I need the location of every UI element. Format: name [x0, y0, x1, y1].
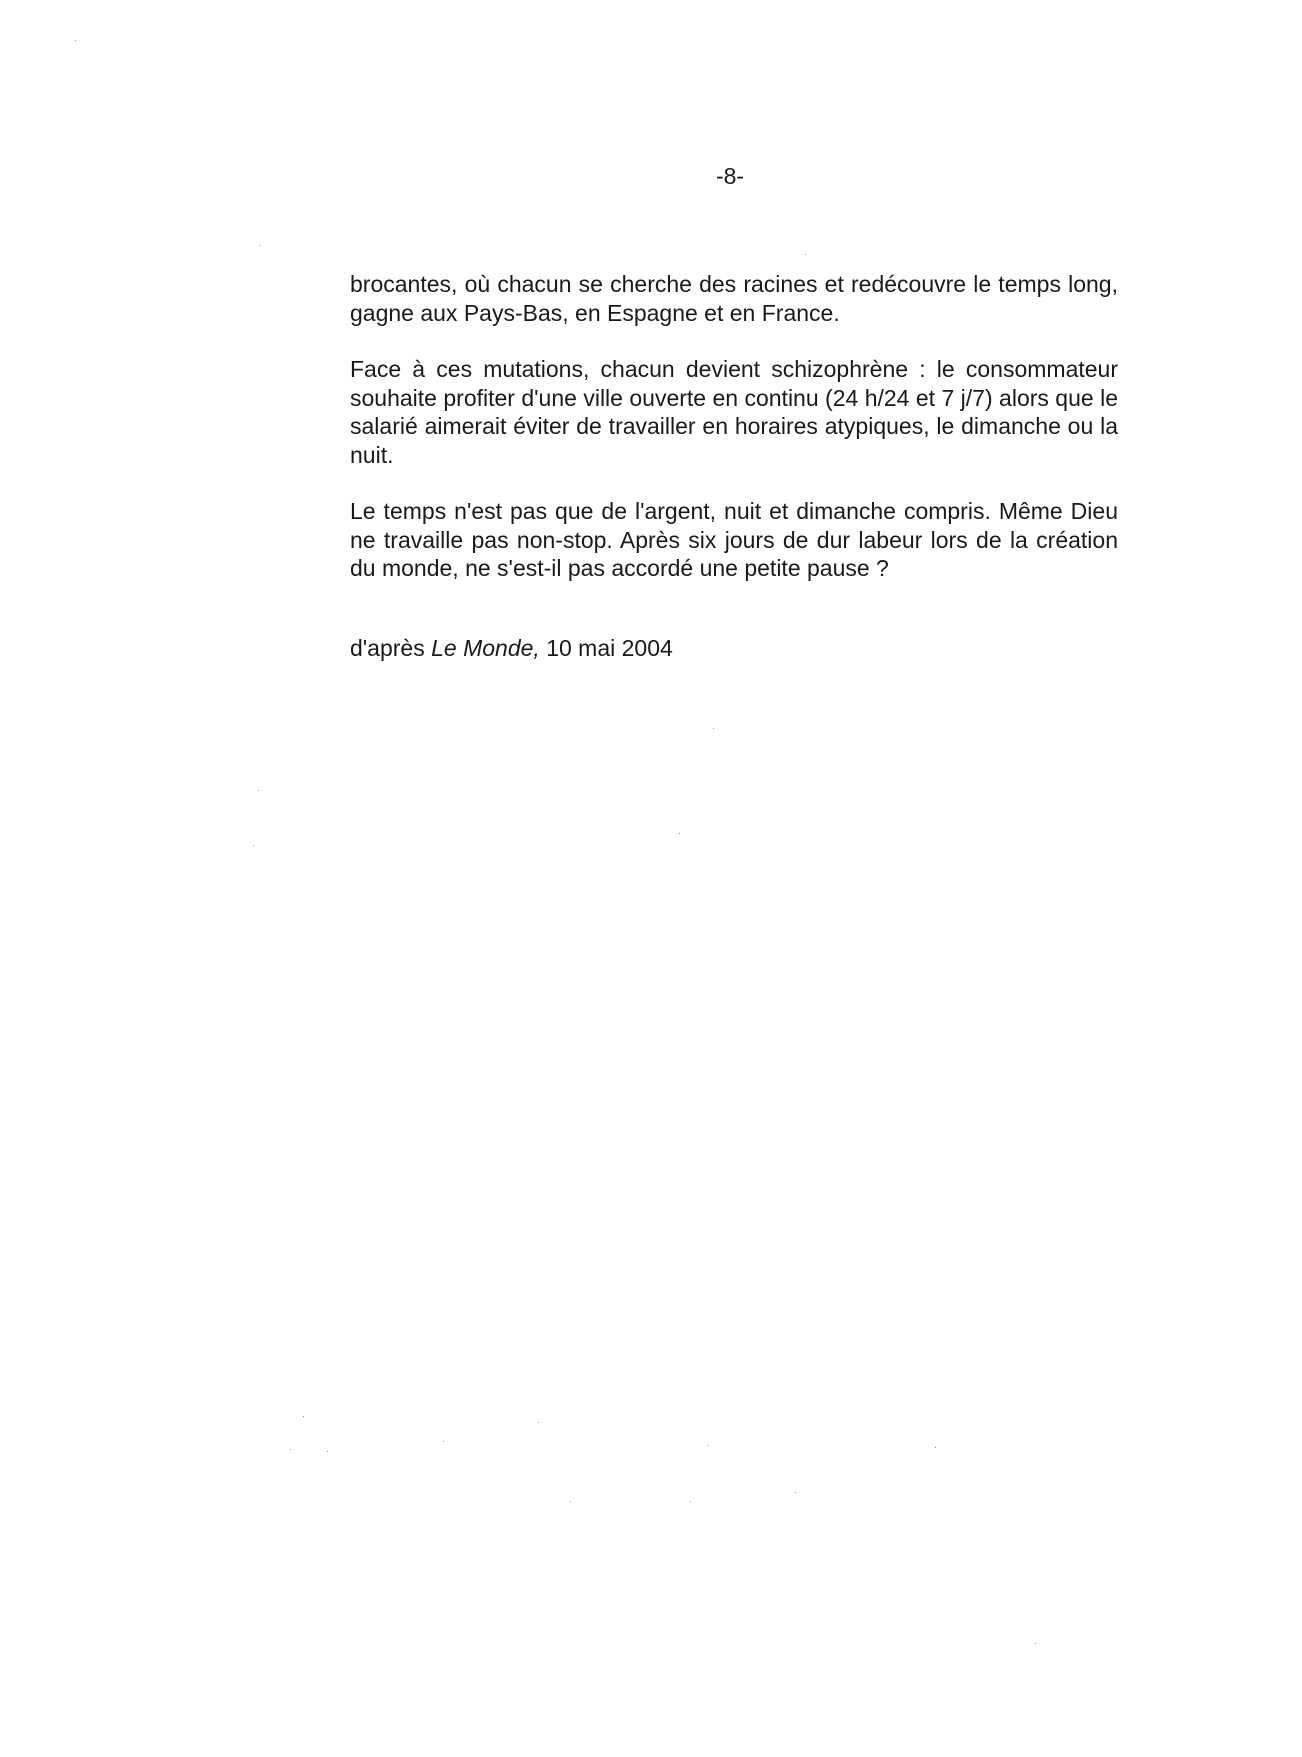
- scan-speck: [679, 833, 680, 834]
- scan-speck: [935, 1447, 936, 1448]
- source-date: 10 mai 2004: [539, 635, 673, 661]
- paragraph-2: Face à ces mutations, chacun devient schizophrène : le consommateur souhaite profiter d'une ville ouverte en continu (24 h/24 et 7 j/7) alors que le salarié aimerait éviter de travailler en horaires atypiques, le dimanche ou la nuit.: [350, 356, 1118, 468]
- source-citation: [350, 634, 673, 662]
- scan-speck: [260, 245, 261, 246]
- scan-speck: [708, 1445, 709, 1446]
- scan-speck: [75, 40, 76, 41]
- page-number: -8-: [715, 163, 745, 189]
- scan-speck: [795, 1492, 796, 1493]
- paragraph-1: brocantes, où chacun se cherche des racines et redécouvre le temps long, gagne aux Pays-Bas, en Espagne et en France.: [350, 271, 1118, 326]
- scan-speck: [538, 1422, 539, 1423]
- scan-speck: [1035, 1643, 1036, 1644]
- scan-speck: [327, 1451, 328, 1452]
- scan-speck: [290, 1449, 291, 1450]
- scan-speck: [258, 790, 259, 791]
- scan-speck: [303, 1416, 304, 1417]
- source-publication: Le Monde,: [431, 635, 540, 661]
- article-body: [350, 270, 1118, 611]
- paragraph-3: Le temps n'est pas que de l'argent, nuit et dimanche compris. Même Dieu ne travaille pas non-stop. Après six jours de dur labeur lors de la création du monde, ne s'est-il pas accordé une petite pause ?: [350, 498, 1118, 581]
- scan-speck: [690, 1501, 691, 1502]
- scan-speck: [443, 1441, 444, 1442]
- scan-speck: [253, 845, 254, 846]
- scan-speck: [713, 728, 714, 729]
- scan-speck: [570, 1501, 571, 1502]
- source-prefix: d'après: [350, 635, 432, 661]
- scan-speck: [805, 254, 806, 255]
